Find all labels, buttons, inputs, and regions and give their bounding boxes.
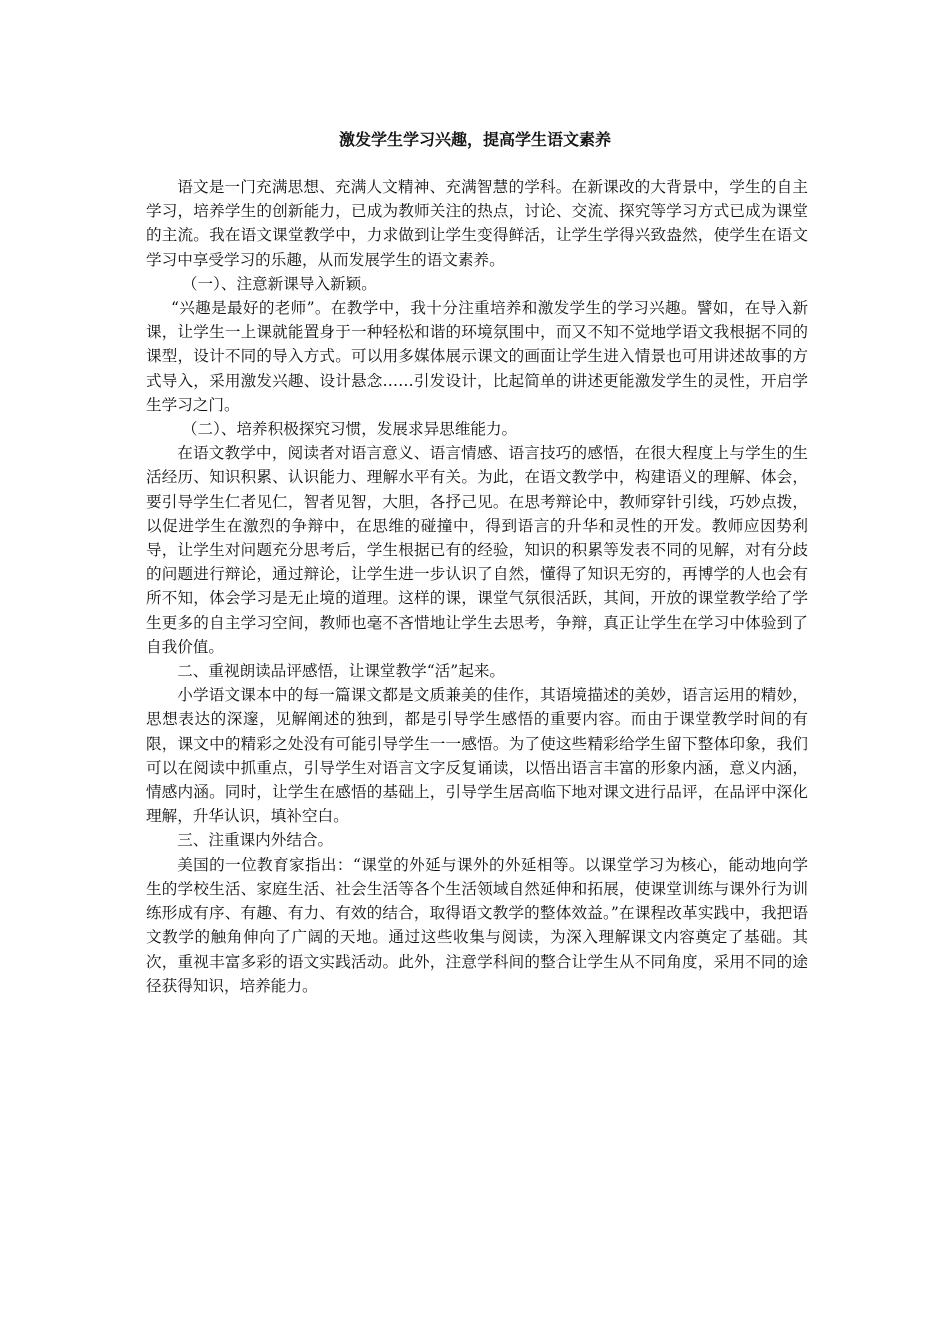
section-1-paragraph: “兴趣是最好的老师”。在教学中，我十分注重培养和激发学生的学习兴趣。譬如，在导入新课，让学生一上课就能置身于一种轻松和谐的环境氛围中，而又不知不觉地学语文我根据不同的课型，设计不同的导入方式。可以用多媒体展示课文的画面让学生进入情景也可用讲述故事的方式导入，采用激发兴趣、设计悬念……引发设计，比起简单的讲述更能激发学生的灵性，开启学生学习之门。 bbox=[146, 299, 808, 414]
section-heading-2: （二）、培养积极探究习惯，发展求异思维能力。 bbox=[181, 420, 518, 439]
section-4-paragraph: 美国的一位教育家指出：“课堂的外延与课外的外延相等。以课堂学习为核心，能动地向学生的学校生活、家庭生活、社会生活等各个生活领域自然延伸和拓展，使课堂训练与课外行为训练形成有序、有趣、有力、有效的结合，取得语文教学的整体效益。”在课程改革实践中，我把语文教学的触角伸向了广阔的天地。通过这些收集与阅读，为深入理解课文内容奠定了基础。其次，重视丰富多彩的语文实践活动。此外，注意学科间的整合让学生从不同角度，采用不同的途径获得知识，培养能力。 bbox=[146, 855, 808, 995]
section-heading-4: 三、注重课内外结合。 bbox=[177, 831, 334, 850]
section-2-paragraph: 在语文教学中，阅读者对语言意义、语言情感、语言技巧的感悟，在很大程度上与学生的生活经历、知识积累、认识能力、理解水平有关。为此，在语文教学中，构建语义的理解、体会，要引导学生仁者见仁，智者见智，大胆，各抒己见。在思考辩论中，教师穿针引线，巧妙点拨，以促进学生在激烈的争辩中，在思维的碰撞中，得到语言的升华和灵性的开发。教师应因势利导，让学生对问题充分思考后，学生根据已有的经验，知识的积累等发表不同的见解，对有分歧的问题进行辩论，通过辩论，让学生进一步认识了自然，懂得了知识无穷的，再博学的人也会有所不知，体会学习是无止境的道理。这样的课，课堂气氛很活跃，其间，开放的课堂教学给了学生更多的自主学习空间，教师也毫不吝惜地让学生去思考，争辩，真正让学生在学习中体验到了自我价值。 bbox=[146, 444, 808, 656]
document-body bbox=[146, 175, 808, 998]
document-title: 激发学生学习兴趣，提高学生语文素养 bbox=[338, 130, 611, 149]
section-3-paragraph: 小学语文课本中的每一篇课文都是文质兼美的佳作，其语境描述的美妙，语言运用的精妙，思想表达的深邃，见解阐述的独到，都是引导学生感悟的重要内容。而由于课堂教学时间的有限，课文中的精彩之处没有可能引导学生一一感悟。为了使这些精彩给学生留下整体印象，我们可以在阅读中抓重点，引导学生对语言文字反复诵读，以悟出语言丰富的形象内涵，意义内涵，情感内涵。同时，让学生在感悟的基础上，引导学生居高临下地对课文进行品评，在品评中深化理解，升华认识，填补空白。 bbox=[146, 686, 808, 826]
section-heading-3: 二、重视朗读品评感悟，让课堂教学“活”起来。 bbox=[177, 662, 506, 681]
section-heading-1: （一）、注意新课导入新颖。 bbox=[181, 274, 377, 293]
intro-paragraph: 语文是一门充满思想、充满人文精神、充满智慧的学科。在新课改的大背景中，学生的自主学习，培养学生的创新能力，已成为教师关注的热点，讨论、交流、探究等学习方式已成为课堂的主流。我在语文课堂教学中，力求做到让学生变得鲜活，让学生学得兴致盎然，使学生在语文学习中享受学习的乐趣，从而发展学生的语文素养。 bbox=[146, 178, 808, 269]
